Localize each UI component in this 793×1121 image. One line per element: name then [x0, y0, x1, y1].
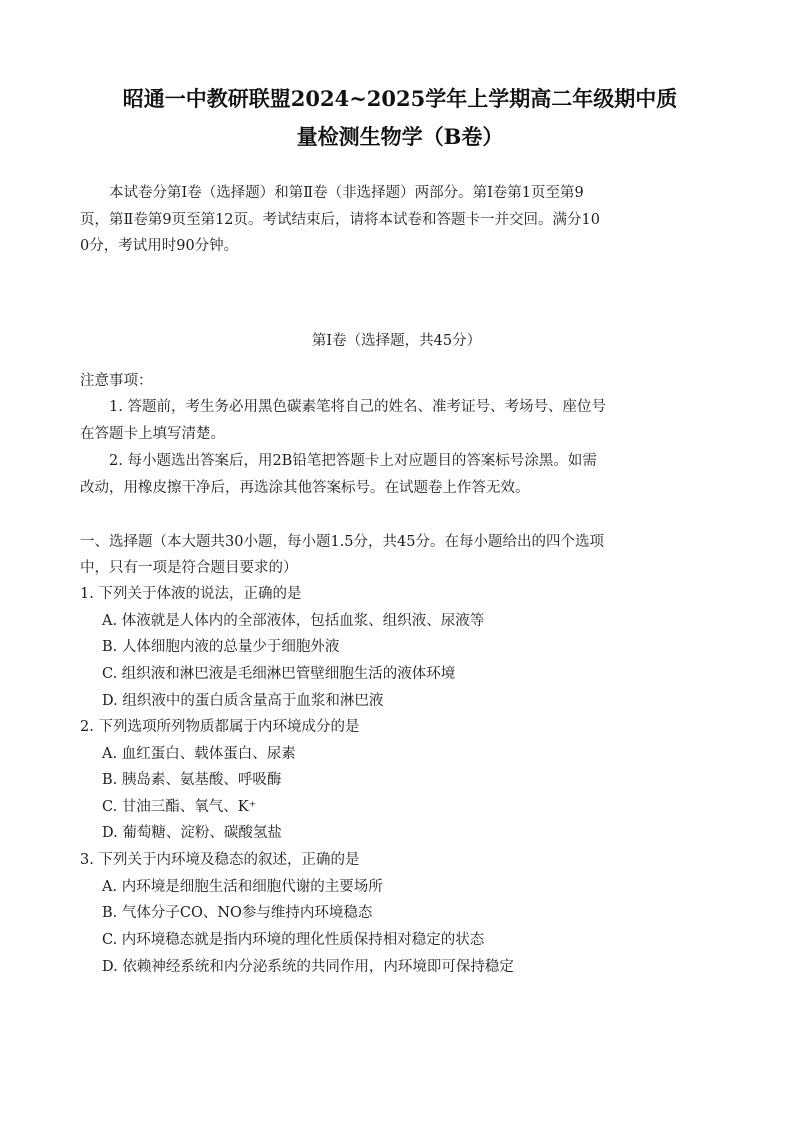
question-1-stem: 1. 下列关于体液的说法，正确的是 [80, 586, 302, 602]
notice-line-4: 改动，用橡皮擦干净后，再选涂其他答案标号。在试题卷上作答无效。 [80, 480, 530, 496]
exam-title-line-2: 量检测生物学（B卷） [296, 124, 504, 149]
question-1-option-d: D. 组织液中的蛋白质含量高于血浆和淋巴液 [102, 693, 384, 709]
question-1-option-b: B. 人体细胞内液的总量少于细胞外液 [102, 639, 340, 655]
question-2-stem: 2. 下列选项所列物质都属于内环境成分的是 [80, 719, 360, 735]
part-heading-line-1: 一、选择题（本大题共30小题，每小题1.5分，共45分。在每小题给出的四个选项 [80, 534, 604, 550]
part-heading-line-2: 中，只有一项是符合题目要求的） [80, 560, 298, 576]
intro-line-3: 0分，考试用时90分钟。 [80, 238, 239, 254]
question-1-option-c: C. 组织液和淋巴液是毛细淋巴管壁细胞生活的液体环境 [102, 666, 456, 682]
notice-line-1: 1. 答题前，考生务必用黑色碳素笔将自己的姓名、准考证号、考场号、座位号 [80, 399, 606, 415]
notice-heading: 注意事项： [80, 373, 153, 389]
question-3-option-d: D. 依赖神经系统和内分泌系统的共同作用，内环境即可保持稳定 [102, 959, 514, 975]
intro-line-2: 页，第Ⅱ卷第9页至第12页。考试结束后，请将本试卷和答题卡一并交回。满分10 [80, 212, 600, 228]
question-3-option-a: A. 内环境是细胞生活和细胞代谢的主要场所 [102, 879, 383, 895]
question-2-option-b: B. 胰岛素、氨基酸、呼吸酶 [102, 772, 282, 788]
exam-title-line-1: 昭通一中教研联盟2024~2025学年上学期高二年级期中质 [122, 86, 678, 111]
intro-line-1: 本试卷分第Ⅰ卷（选择题）和第Ⅱ卷（非选择题）两部分。第Ⅰ卷第1页至第9 [80, 185, 584, 201]
question-2-option-c: C. 甘油三酯、氧气、K⁺ [102, 799, 257, 815]
question-3-option-c: C. 内环境稳态就是指内环境的理化性质保持相对稳定的状态 [102, 932, 485, 948]
notice-line-3: 2. 每小题选出答案后，用2B铅笔把答题卡上对应题目的答案标号涂黑。如需 [80, 453, 597, 469]
question-1-option-a: A. 体液就是人体内的全部液体，包括血浆、组织液、尿液等 [102, 613, 485, 629]
question-3-option-b: B. 气体分子CO、NO参与维持内环境稳态 [102, 905, 373, 921]
section-heading: 第Ⅰ卷（选择题，共45分） [311, 333, 482, 349]
question-2-option-d: D. 葡萄糖、淀粉、碳酸氢盐 [102, 825, 282, 841]
question-2-option-a: A. 血红蛋白、载体蛋白、尿素 [102, 746, 296, 762]
question-3-stem: 3. 下列关于内环境及稳态的叙述，正确的是 [80, 852, 360, 868]
notice-line-2: 在答题卡上填写清楚。 [80, 426, 225, 442]
